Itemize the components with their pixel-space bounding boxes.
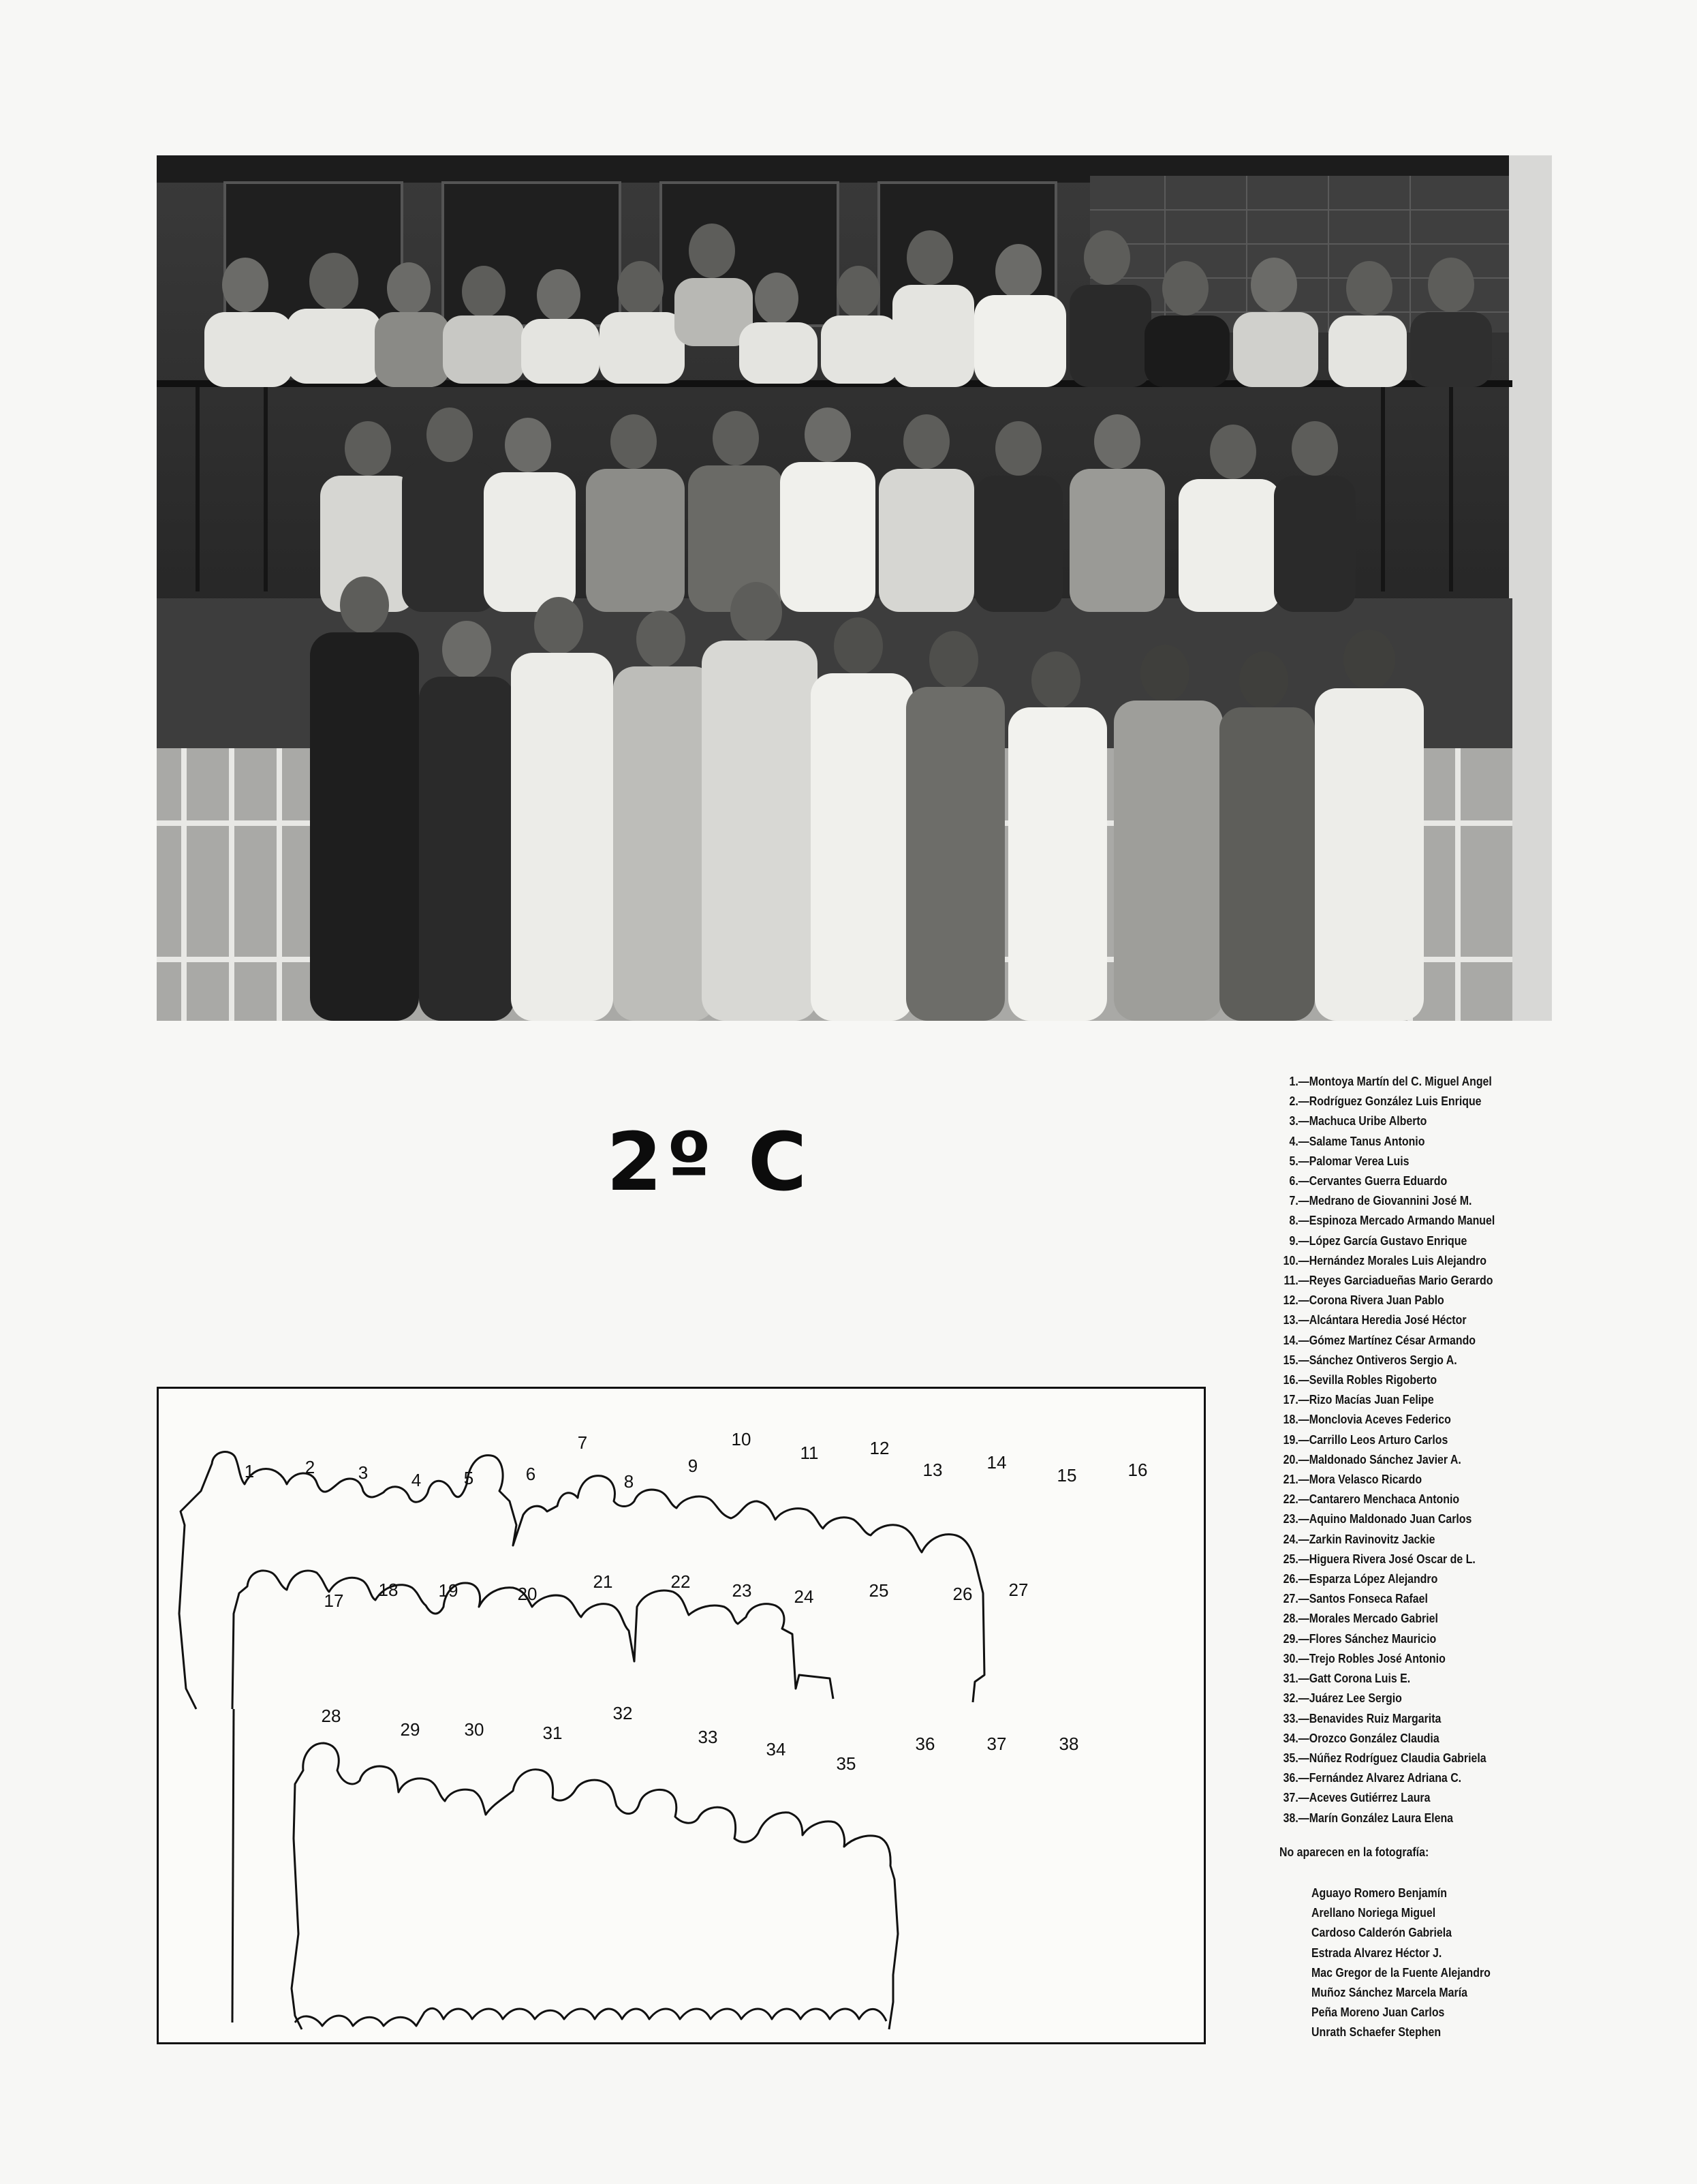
absent-name: Peña Moreno Juan Carlos (1311, 2005, 1445, 2020)
absent-name: Arellano Noriega Miguel (1311, 1905, 1436, 1920)
roster-number: 36. (1283, 1770, 1298, 1785)
roster-entry (1281, 1549, 1609, 1569)
roster-name: —Cervantes Guerra Eduardo (1298, 1173, 1448, 1188)
roster-number: 37. (1283, 1790, 1298, 1805)
roster-number: 22. (1283, 1492, 1298, 1507)
roster-name: —Aceves Gutiérrez Laura (1298, 1790, 1431, 1805)
roster-number: 18. (1283, 1412, 1298, 1427)
roster-number: 12. (1283, 1293, 1298, 1308)
roster-entry (1281, 1728, 1609, 1748)
roster-name: —Orozco González Claudia (1298, 1730, 1439, 1745)
roster-name: —Carrillo Leos Arturo Carlos (1298, 1432, 1448, 1447)
roster-name: —Montoya Martín del C. Miguel Angel (1298, 1074, 1492, 1088)
diagram-number-label: 32 (612, 1703, 633, 1723)
roster-entry (1281, 1808, 1609, 1828)
roster-entry (1281, 1668, 1609, 1688)
roster-entry (1281, 1430, 1609, 1449)
roster-number: 23. (1283, 1511, 1298, 1526)
diagram-number-label: 36 (915, 1734, 935, 1754)
roster-entry (1281, 1250, 1609, 1270)
silhouette-outline (159, 1389, 1208, 2046)
roster-number: 8. (1289, 1213, 1298, 1228)
diagram-number-label: 31 (542, 1723, 563, 1743)
roster-name: —Gatt Corona Luis E. (1298, 1671, 1411, 1686)
roster-number: 30. (1283, 1650, 1298, 1665)
roster-name: —Santos Fonseca Rafael (1298, 1591, 1428, 1606)
roster-entry (1281, 1489, 1609, 1509)
roster-number: 19. (1283, 1432, 1298, 1447)
roster-entry (1281, 1688, 1609, 1708)
diagram-number-label: 12 (869, 1438, 890, 1458)
absent-heading: No aparecen en la fotografía: (1279, 1845, 1429, 1859)
roster-entry (1281, 1131, 1609, 1151)
diagram-number-label: 33 (698, 1727, 718, 1747)
roster-entry (1281, 1449, 1609, 1469)
roster-name: —Salame Tanus Antonio (1298, 1133, 1425, 1148)
student-roster (1281, 1071, 1609, 1828)
roster-number: 17. (1283, 1392, 1298, 1407)
roster-entry (1281, 1768, 1609, 1787)
diagram-number-label: 3 (358, 1462, 369, 1483)
diagram-number-label: 38 (1059, 1734, 1079, 1754)
roster-entry (1281, 1529, 1609, 1549)
diagram-number-label: 7 (577, 1432, 588, 1453)
roster-number: 15. (1283, 1352, 1298, 1367)
diagram-number-label: 10 (731, 1429, 751, 1449)
roster-name: —Zarkin Ravinovitz Jackie (1298, 1531, 1435, 1546)
absent-name: Estrada Alvarez Héctor J. (1311, 1945, 1442, 1960)
diagram-number-label: 25 (869, 1580, 889, 1601)
roster-number: 1. (1289, 1074, 1298, 1088)
roster-entry (1281, 1588, 1609, 1608)
roster-name: —Espinoza Mercado Armando Manuel (1298, 1213, 1495, 1228)
class-group-photo (157, 155, 1552, 1021)
diagram-number-label: 22 (670, 1571, 691, 1592)
roster-name: —Medrano de Giovannini José M. (1298, 1193, 1472, 1208)
group-photo-illustration (157, 155, 1552, 1021)
roster-entry (1281, 1330, 1609, 1350)
roster-entry (1281, 1290, 1609, 1310)
roster-name: —Morales Mercado Gabriel (1298, 1611, 1438, 1626)
roster-number: 9. (1289, 1233, 1298, 1248)
diagram-number-label: 15 (1057, 1465, 1077, 1486)
roster-entry (1281, 1071, 1609, 1091)
roster-number: 7. (1289, 1193, 1298, 1208)
roster-entry (1281, 1091, 1609, 1111)
roster-number: 28. (1283, 1611, 1298, 1626)
diagram-number-label: 24 (794, 1586, 814, 1607)
diagram-number-label: 19 (438, 1580, 458, 1601)
roster-name: —Esparza López Alejandro (1298, 1571, 1438, 1586)
roster-name: —Sánchez Ontiveros Sergio A. (1298, 1352, 1457, 1367)
roster-name: —Machuca Uribe Alberto (1298, 1113, 1427, 1128)
roster-name: —Higuera Rivera José Oscar de L. (1298, 1551, 1476, 1566)
roster-number: 29. (1283, 1631, 1298, 1646)
roster-entry (1281, 1409, 1609, 1429)
roster-entry (1281, 1171, 1609, 1190)
roster-name: —Flores Sánchez Mauricio (1298, 1631, 1437, 1646)
absent-list (1311, 1883, 1491, 2042)
roster-name: —Alcántara Heredia José Héctor (1298, 1312, 1467, 1327)
diagram-number-label: 29 (400, 1719, 420, 1740)
diagram-number-label: 4 (411, 1470, 422, 1490)
roster-number: 24. (1283, 1531, 1298, 1546)
diagram-number-label: 6 (525, 1464, 536, 1484)
diagram-number-label: 1 (244, 1461, 255, 1481)
roster-number: 4. (1289, 1133, 1298, 1148)
roster-number: 14. (1283, 1332, 1298, 1347)
roster-entry (1281, 1210, 1609, 1230)
roster-number: 2. (1289, 1094, 1298, 1109)
absent-name: Unrath Schaefer Stephen (1311, 2025, 1442, 2040)
roster-number: 16. (1283, 1372, 1298, 1387)
roster-name: —Reyes Garciadueñas Mario Gerardo (1298, 1273, 1493, 1288)
roster-entry (1281, 1389, 1609, 1409)
absent-name: Muñoz Sánchez Marcela María (1311, 1985, 1468, 2000)
roster-name: —Fernández Alvarez Adriana C. (1298, 1770, 1462, 1785)
roster-number: 25. (1283, 1551, 1298, 1566)
roster-entry (1281, 1608, 1609, 1628)
roster-number: 31. (1283, 1671, 1298, 1686)
roster-number: 27. (1283, 1591, 1298, 1606)
roster-name: —Núñez Rodríguez Claudia Gabriela (1298, 1750, 1486, 1765)
diagram-number-label: 23 (732, 1580, 752, 1601)
roster-entry (1281, 1469, 1609, 1489)
roster-name: —Marín González Laura Elena (1298, 1810, 1454, 1825)
roster-entry (1281, 1708, 1609, 1728)
roster-entry (1281, 1310, 1609, 1329)
diagram-number-label: 8 (623, 1471, 634, 1492)
roster-number: 32. (1283, 1691, 1298, 1706)
roster-name: —Cantarero Menchaca Antonio (1298, 1492, 1460, 1507)
roster-name: —Juárez Lee Sergio (1298, 1691, 1402, 1706)
roster-number: 33. (1283, 1710, 1298, 1725)
roster-number: 38. (1283, 1810, 1298, 1825)
roster-name: —Benavides Ruiz Margarita (1298, 1710, 1442, 1725)
roster-number: 6. (1289, 1173, 1298, 1188)
roster-name: —Gómez Martínez César Armando (1298, 1332, 1476, 1347)
roster-entry (1281, 1629, 1609, 1648)
roster-number: 3. (1289, 1113, 1298, 1128)
roster-name: —López García Gustavo Enrique (1298, 1233, 1467, 1248)
roster-entry (1281, 1648, 1609, 1668)
roster-number: 34. (1283, 1730, 1298, 1745)
diagram-number-label: 34 (766, 1739, 786, 1759)
roster-name: —Monclovia Aceves Federico (1298, 1412, 1451, 1427)
diagram-number-label: 21 (593, 1571, 613, 1592)
roster-entry (1281, 1111, 1609, 1131)
roster-entry (1281, 1270, 1609, 1290)
diagram-number-label: 2 (305, 1457, 315, 1477)
diagram-number-label: 35 (836, 1753, 856, 1774)
roster-entry (1281, 1151, 1609, 1171)
roster-name: —Mora Velasco Ricardo (1298, 1472, 1422, 1487)
absent-name: Cardoso Calderón Gabriela (1311, 1925, 1452, 1940)
roster-entry (1281, 1350, 1609, 1370)
roster-name: —Trejo Robles José Antonio (1298, 1650, 1446, 1665)
diagram-number-label: 13 (922, 1460, 943, 1480)
roster-name: —Palomar Verea Luis (1298, 1153, 1410, 1168)
roster-name: —Rodríguez González Luis Enrique (1298, 1094, 1482, 1109)
roster-entry (1281, 1569, 1609, 1588)
roster-name: —Hernández Morales Luis Alejandro (1298, 1252, 1486, 1267)
roster-entry (1281, 1370, 1609, 1389)
diagram-number-label: 27 (1008, 1580, 1029, 1600)
roster-number: 21. (1283, 1472, 1298, 1487)
roster-entry (1281, 1509, 1609, 1528)
roster-entry (1281, 1748, 1609, 1768)
absent-name: Mac Gregor de la Fuente Alejandro (1311, 1965, 1491, 1980)
diagram-number-label: 30 (464, 1719, 484, 1740)
diagram-number-label: 37 (986, 1734, 1007, 1754)
diagram-number-label: 14 (986, 1452, 1007, 1473)
diagram-number-label: 9 (687, 1456, 698, 1476)
roster-name: —Corona Rivera Juan Pablo (1298, 1293, 1444, 1308)
roster-number: 13. (1283, 1312, 1298, 1327)
diagram-number-label: 20 (517, 1584, 538, 1604)
diagram-number-label: 18 (378, 1580, 399, 1600)
roster-name: —Aquino Maldonado Juan Carlos (1298, 1511, 1472, 1526)
roster-number: 10. (1283, 1252, 1298, 1267)
diagram-number-label: 5 (463, 1468, 474, 1488)
roster-name: —Rizo Macías Juan Felipe (1298, 1392, 1434, 1407)
class-title: 2º C (606, 1115, 811, 1209)
roster-number: 26. (1283, 1571, 1298, 1586)
roster-entry (1281, 1787, 1609, 1807)
diagram-number-label: 26 (952, 1584, 973, 1604)
roster-entry (1281, 1231, 1609, 1250)
roster-number: 35. (1283, 1750, 1298, 1765)
roster-number: 5. (1289, 1153, 1298, 1168)
silhouette-key-diagram (157, 1387, 1206, 2044)
diagram-number-label: 28 (321, 1706, 341, 1726)
absent-name: Aguayo Romero Benjamín (1311, 1886, 1447, 1900)
roster-entry (1281, 1190, 1609, 1210)
roster-number: 20. (1283, 1451, 1298, 1466)
roster-name: —Sevilla Robles Rigoberto (1298, 1372, 1437, 1387)
roster-number: 11. (1283, 1273, 1298, 1288)
diagram-number-label: 17 (324, 1590, 344, 1611)
roster-name: —Maldonado Sánchez Javier A. (1298, 1451, 1461, 1466)
diagram-number-label: 16 (1127, 1460, 1148, 1480)
diagram-number-label: 11 (800, 1443, 819, 1463)
